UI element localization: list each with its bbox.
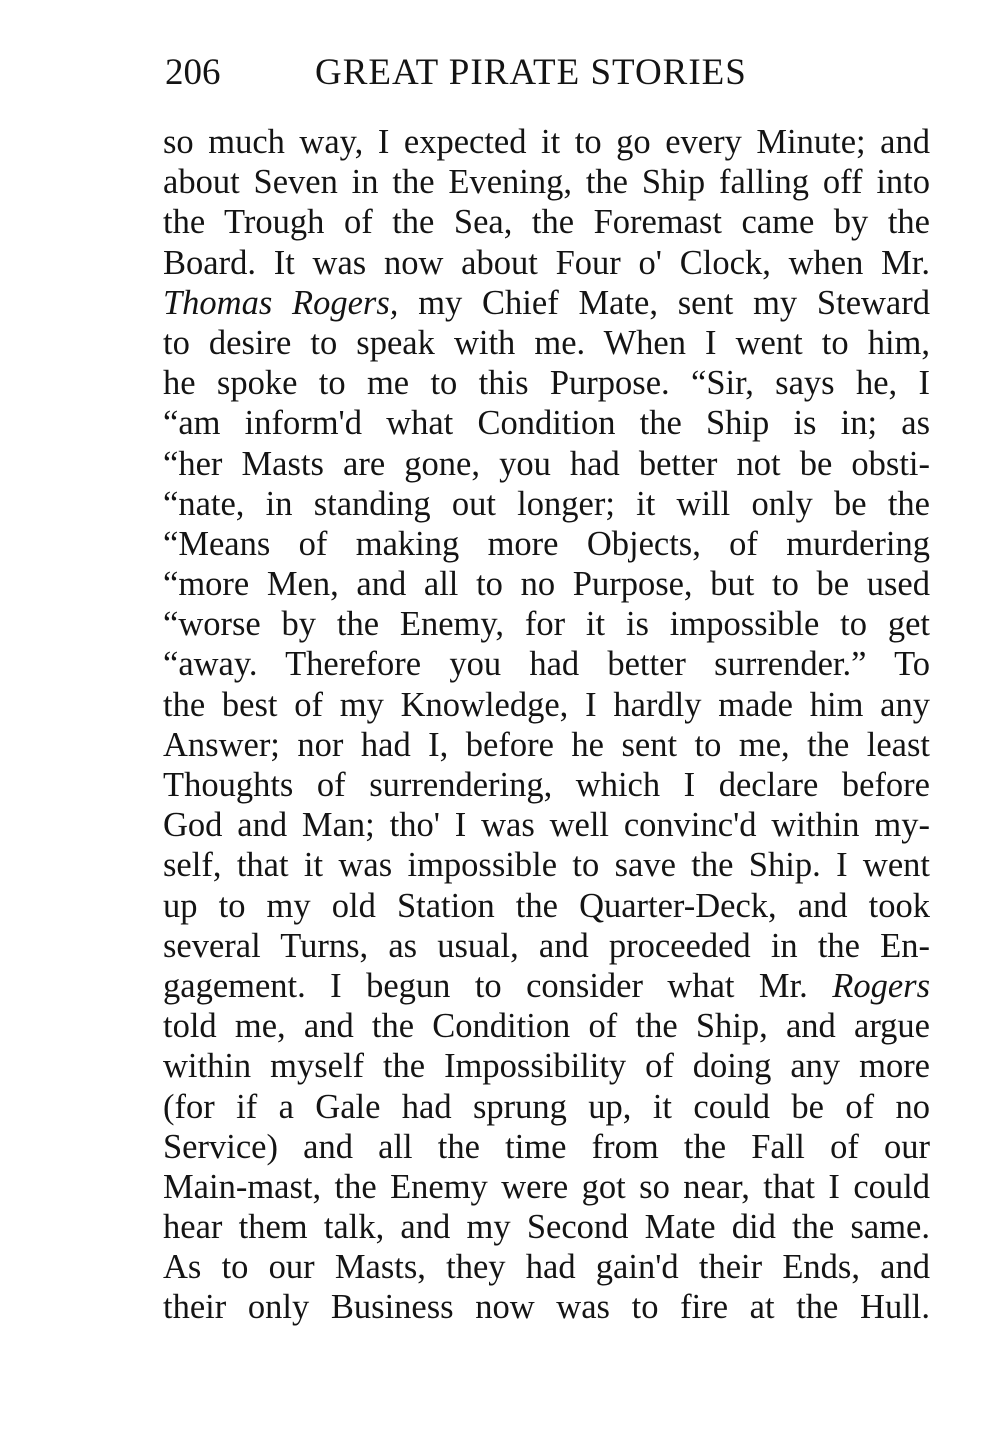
text-segment: so much way, I expected it to go every Minute; and <box>163 123 930 161</box>
text-segment: the best of my Knowledge, I hardly made him any <box>163 685 930 724</box>
text-segment: (for if a Gale had sprung up, it could be of no <box>163 1087 930 1126</box>
running-head <box>165 50 935 96</box>
text-segment: gagement. I begun to consider what Mr. <box>163 966 833 1005</box>
text-segment: Thoughts of surrendering, which I declare before <box>163 766 930 804</box>
text-line <box>163 725 930 765</box>
text-segment: about Seven in the Evening, the Ship falling off into <box>163 163 930 202</box>
text-segment: the Trough of the Sea, the Foremast came by the <box>163 203 930 242</box>
body-text <box>163 122 930 1328</box>
text-segment: my Chief Mate, sent my Steward <box>398 283 930 322</box>
italic-name: Thomas Rogers, <box>163 283 399 322</box>
text-segment: to desire to speak with me. When I went to him, <box>163 323 930 362</box>
text-line <box>163 403 930 443</box>
text-segment: “worse by the Enemy, for it is impossible to get <box>163 605 930 644</box>
text-line <box>163 966 930 1006</box>
text-segment: several Turns, as usual, and proceeded in the En- <box>163 926 930 965</box>
text-line <box>163 1207 930 1247</box>
text-line <box>163 484 930 524</box>
text-segment: their only Business now was to fire at the Hull. <box>163 1288 930 1327</box>
text-segment: “her Masts are gone, you had better not be obsti- <box>163 444 930 483</box>
book-title: GREAT PIRATE STORIES <box>315 52 747 93</box>
text-line <box>163 1287 930 1327</box>
text-segment: told me, and the Condition of the Ship, and argue <box>163 1007 930 1046</box>
text-segment: God and Man; tho' I was well convinc'd within my- <box>163 806 930 845</box>
text-segment: “away. Therefore you had better surrender.” To <box>163 645 930 684</box>
text-segment: Board. It was now about Four o' Clock, when Mr. <box>163 243 930 282</box>
text-segment: As to our Masts, they had gain'd their Ends, and <box>163 1248 930 1287</box>
text-line <box>163 685 930 725</box>
text-line <box>163 1046 930 1086</box>
text-segment: “am inform'd what Condition the Ship is in; as <box>163 404 930 443</box>
text-segment: “more Men, and all to no Purpose, but to be used <box>163 565 930 604</box>
text-line <box>163 524 930 564</box>
text-line <box>163 162 930 202</box>
text-line <box>163 604 930 644</box>
text-line <box>163 243 930 283</box>
text-segment: self, that it was impossible to save the Ship. I went <box>163 846 930 885</box>
text-line <box>163 1006 930 1046</box>
text-line <box>163 845 930 885</box>
text-line <box>163 926 930 966</box>
text-line <box>163 1127 930 1167</box>
text-line <box>163 283 930 323</box>
text-line <box>163 1087 930 1127</box>
text-line <box>163 805 930 845</box>
text-line <box>163 323 930 363</box>
text-segment: Answer; nor had I, before he sent to me, the least <box>163 725 930 764</box>
text-line <box>163 202 930 242</box>
text-segment: within myself the Impossibility of doing any more <box>163 1047 930 1086</box>
page-number: 206 <box>165 52 221 93</box>
text-line <box>163 765 930 805</box>
text-segment: Service) and all the time from the Fall of our <box>163 1127 930 1166</box>
text-line <box>163 1247 930 1287</box>
italic-name: Rogers <box>832 966 930 1005</box>
text-segment: up to my old Station the Quarter-Deck, and took <box>163 886 930 925</box>
text-segment: he spoke to me to this Purpose. “Sir, says he, I <box>163 364 930 403</box>
text-line <box>163 363 930 403</box>
text-segment: Main-mast, the Enemy were got so near, that I could <box>163 1167 930 1206</box>
text-line <box>163 886 930 926</box>
text-segment: hear them talk, and my Second Mate did the same. <box>163 1208 930 1247</box>
text-segment: “nate, in standing out longer; it will only be the <box>163 484 930 523</box>
text-line <box>163 564 930 604</box>
text-line <box>163 444 930 484</box>
text-line <box>163 1167 930 1207</box>
text-segment: “Means of making more Objects, of murdering <box>163 524 930 563</box>
text-line <box>163 122 930 162</box>
text-line <box>163 644 930 684</box>
